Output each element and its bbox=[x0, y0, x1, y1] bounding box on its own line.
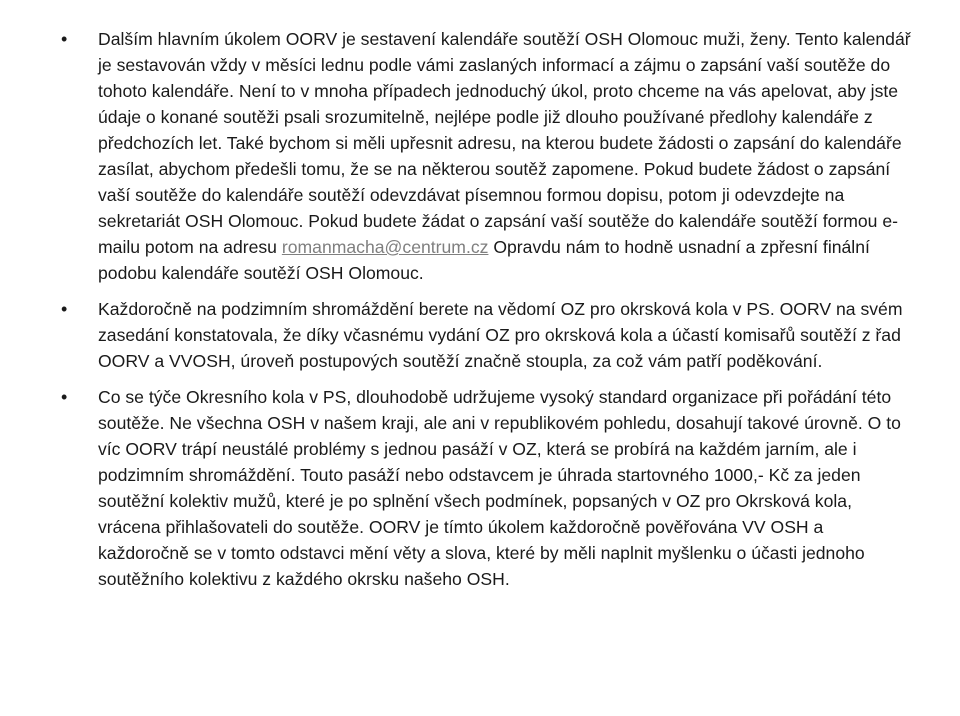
bullet-text: Co se týče Okresního kola v PS, dlouhodobě udržujeme vysoký standard organizace při pořádání této soutěže. Ne všechna OSH v našem kraji, ale ani v republikovém pohledu, dosahují takové úrovně. O to víc OORV trápí neustálé problémy s jednou pasáží v OZ, která se probírá na každém jarním, ale i podzimním shromáždění. Touto pasáží nebo odstavcem je úhrada startovného 1000,- Kč za jeden soutěžní kolektiv mužů, které je po splnění všech podmínek, popsaných v OZ pro Okrsková kola, vrácena přihlašovateli do soutěže. OORV je tímto úkolem každoročně pověřována VV OSH a každoročně se v tomto odstavci mění věty a slova, které by měli naplnit myšlenku o účasti jednoho soutěžního kolektivu z každého okrsku našeho OSH. bbox=[98, 387, 901, 589]
bullet-text: Dalším hlavním úkolem OORV je sestavení kalendáře soutěží OSH Olomouc muži, ženy. Tento kalendář je sestavován vždy v měsíci lednu podle vámi zaslaných informací a zájmu o zapsání vaší soutěže do tohoto kalendáře. Není to v mnoha případech jednoduchý úkol, proto chceme na vás apelovat, aby jste údaje o konané soutěži psali srozumitelně, nejlépe podle již dlouho používané předlohy kalendáře z předchozích let. Také bychom si měli upřesnit adresu, na kterou budete žádosti o zapsání do kalendáře zasílat, abychom předešli tomu, že se na některou soutěž zapomene. Pokud budete žádost o zapsání vaší soutěže do kalendáře soutěží odevzdávat písemnou formou dopisu, potom ji odevzdejte na sekretariát OSH Olomouc. Pokud budete žádat o zapsání vaší soutěže do kalendáře soutěží formou e-mailu potom na adresu bbox=[98, 29, 911, 257]
email-link[interactable]: romanmacha@centrum.cz bbox=[281, 237, 489, 257]
bullet-item-district-competition bbox=[98, 384, 918, 592]
bullet-item-district-rounds bbox=[98, 296, 918, 374]
bullet-list bbox=[98, 26, 918, 602]
bullet-text: Každoročně na podzimním shromáždění berete na vědomí OZ pro okrsková kola v PS. OORV na svém zasedání konstatovala, že díky včasnému vydání OZ pro okrsková kola a účastí komisařů soutěží z řad OORV a VVOSH, úroveň postupových soutěží značně stoupla, za což vám patří poděkování. bbox=[98, 299, 903, 371]
bullet-item-calendar bbox=[98, 26, 918, 286]
bullet-text: Opravdu nám to hodně usnadní a zpřesní finální podobu kalendáře soutěží OSH Olomouc. bbox=[98, 237, 870, 283]
